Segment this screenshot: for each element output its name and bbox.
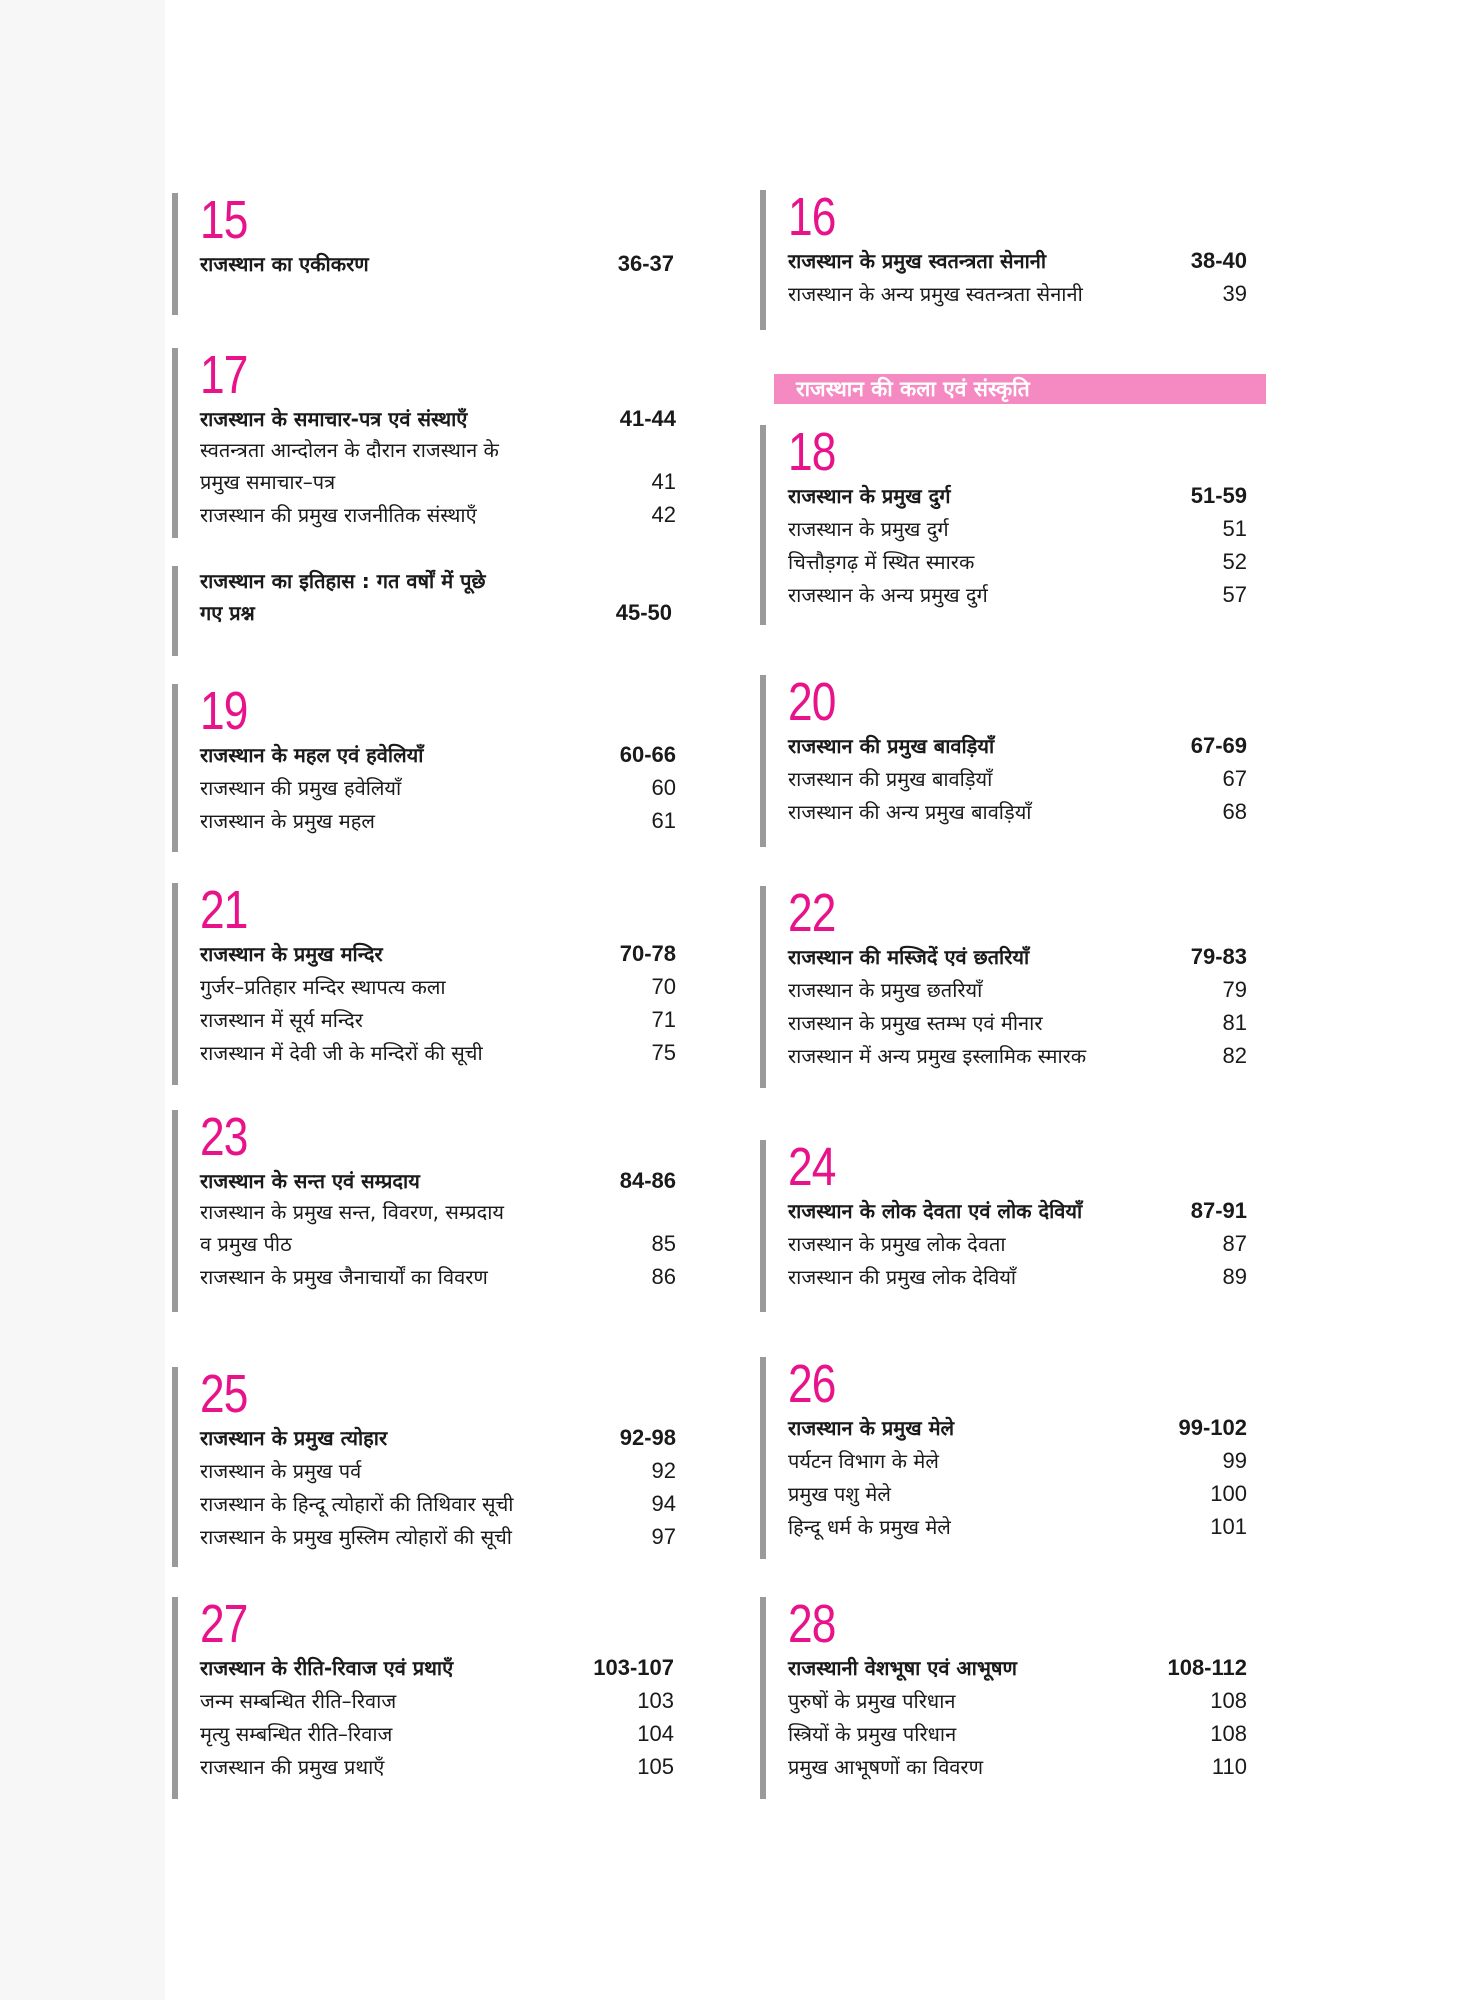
entry-page: 108 [1210,1721,1247,1746]
entry-page: 101 [1210,1514,1247,1539]
chapter-16 [760,187,1247,330]
entry-page: 92 [651,1458,676,1483]
entry-title: राजस्थान की अन्य प्रमुख बावड़ियाँ [788,800,1032,824]
toc-entry-main[interactable] [788,1651,1247,1684]
entry-title: राजस्थान के रीति-रिवाज एवं प्रथाएँ [200,1656,454,1680]
toc-entry[interactable] [788,1227,1247,1260]
entry-title: राजस्थान की प्रमुख लोक देवियाँ [788,1265,1017,1289]
toc-entry[interactable] [788,512,1247,545]
toc-entry-main[interactable] [200,1164,676,1197]
entry-title: मृत्यु सम्बन्धित रीति–रिवाज [200,1722,393,1746]
toc-entry[interactable] [788,1444,1247,1477]
entry-title: राजस्थान के प्रमुख पर्व [200,1459,362,1483]
entry-page: 85 [651,1231,676,1256]
entry-title: राजस्थान में अन्य प्रमुख इस्लामिक स्मारक [788,1044,1087,1068]
entry-title: प्रमुख समाचार–पत्र [200,470,336,494]
entry-title: स्वतन्त्रता आन्दोलन के दौरान राजस्थान के [200,438,499,462]
entry-title: राजस्थान की प्रमुख हवेलियाँ [200,776,402,800]
entry-title: राजस्थान के प्रमुख महल [200,809,375,833]
toc-entry[interactable] [200,771,676,804]
entry-page: 52 [1222,549,1247,574]
toc-entry[interactable] [200,1454,676,1487]
toc-entry[interactable] [200,1003,676,1036]
entry-title: चित्तौड़गढ़ में स्थित स्मारक [788,550,975,574]
toc-entry[interactable] [200,1750,674,1783]
entry-page: 110 [1211,1754,1247,1779]
entry-title: राजस्थान में सूर्य मन्दिर [200,1008,363,1032]
entry-title: जन्म सम्बन्धित रीति–रिवाज [200,1689,397,1713]
entry-page: 45-50 [615,600,672,625]
entry-title: पुरुषों के प्रमुख परिधान [788,1689,956,1713]
entry-title: गुर्जर–प्रतिहार मन्दिर स्थापत्य कला [200,975,446,999]
chapter-19 [172,681,676,852]
entry-page: 71 [651,1007,676,1032]
history-questions-section [172,566,672,656]
chapter-21 [172,880,676,1085]
toc-entry[interactable] [200,1227,676,1260]
entry-title: राजस्थान के अन्य प्रमुख दुर्ग [788,583,988,607]
entry-title: गए प्रश्न [200,601,255,625]
chapter-17 [172,345,676,538]
entry-page: 100 [1210,1481,1247,1506]
chapter-number: 20 [788,672,836,732]
entry-title: राजस्थान के प्रमुख दुर्ग [788,517,949,541]
chapter-number: 27 [200,1594,248,1654]
entry-page: 51-59 [1190,483,1247,508]
entry-title: व प्रमुख पीठ [200,1232,292,1256]
chapter-18 [760,422,1247,625]
entry-title: राजस्थान के समाचार-पत्र एवं संस्थाएँ [200,407,468,431]
entry-page: 60 [651,775,676,800]
chapter-number: 26 [788,1354,836,1414]
toc-entry[interactable] [788,1260,1247,1293]
entry-page: 94 [651,1491,676,1516]
toc-entry-main[interactable] [788,1194,1247,1227]
chapter-23 [172,1107,676,1312]
entry-page: 60-66 [619,742,676,767]
chapter-number: 18 [788,422,836,482]
chapter-number: 24 [788,1137,836,1197]
chapter-number: 28 [788,1594,836,1654]
entry-title: राजस्थान के प्रमुख जैनाचार्यों का विवरण [200,1265,488,1289]
entry-page: 87-91 [1190,1198,1247,1223]
toc-entry[interactable] [788,1510,1247,1543]
toc-entry[interactable] [788,1750,1247,1783]
toc-entry-main[interactable] [200,596,672,629]
toc-entry[interactable] [200,465,676,498]
chapter-number: 25 [200,1364,248,1424]
entry-page: 75 [651,1040,676,1065]
entry-title: राजस्थान के हिन्दू त्योहारों की तिथिवार सूची [200,1492,514,1516]
entry-page: 57 [1222,582,1247,607]
toc-entry[interactable] [788,1477,1247,1510]
toc-entry[interactable] [788,1006,1247,1039]
entry-title: राजस्थान के महल एवं हवेलियाँ [200,743,424,767]
toc-entry-main[interactable] [200,247,674,280]
entry-page: 87 [1222,1231,1247,1256]
entry-page: 103-107 [593,1655,674,1680]
toc-entry[interactable] [788,795,1247,828]
entry-page: 61 [651,808,676,833]
chapter-25 [172,1364,676,1567]
chapter-24 [760,1137,1247,1312]
entry-title: राजस्थान के लोक देवता एवं लोक देवियाँ [788,1199,1083,1223]
toc-entry[interactable] [788,1684,1247,1717]
entry-title: पर्यटन विभाग के मेले [788,1449,939,1473]
toc-entry[interactable] [200,1717,674,1750]
toc-entry[interactable] [788,578,1247,611]
entry-title: राजस्थान के प्रमुख दुर्ग [788,484,951,508]
chapter-number: 16 [788,187,836,247]
section-banner: राजस्थान की कला एवं संस्कृति [774,374,1266,404]
toc-entry[interactable] [200,1520,676,1553]
chapter-27 [172,1594,674,1799]
chapter-number: 15 [200,190,248,250]
entry-page: 67-69 [1190,733,1247,758]
toc-entry[interactable] [200,804,676,837]
entry-page: 36-37 [617,251,674,276]
toc-entry-main[interactable] [200,937,676,970]
chapter-number: 23 [200,1107,248,1167]
entry-page: 104 [637,1721,674,1746]
chapter-15 [172,190,674,315]
entry-title: स्त्रियों के प्रमुख परिधान [788,1722,957,1746]
toc-entry[interactable] [200,435,676,465]
entry-page: 70 [651,974,676,999]
entry-title: राजस्थान के प्रमुख स्वतन्त्रता सेनानी [788,249,1047,273]
entry-page: 84-86 [619,1168,676,1193]
toc-entry[interactable] [200,1487,676,1520]
entry-page: 79 [1222,977,1247,1002]
entry-title: राजस्थान की प्रमुख राजनीतिक संस्थाएँ [200,503,477,527]
entry-page: 89 [1222,1264,1247,1289]
toc-entry[interactable] [200,1260,676,1293]
toc-entry-main[interactable] [788,1411,1247,1444]
entry-title: राजस्थान के प्रमुख छतरियाँ [788,978,983,1002]
entry-title: राजस्थान के प्रमुख मुस्लिम त्योहारों की सूची [200,1525,512,1549]
entry-title: राजस्थानी वेशभूषा एवं आभूषण [788,1656,1017,1680]
entry-title: राजस्थान की प्रमुख बावड़ियाँ [788,767,993,791]
toc-entry[interactable] [788,1717,1247,1750]
entry-page: 70-78 [619,941,676,966]
entry-title: राजस्थान का एकीकरण [200,252,369,276]
toc-entry[interactable] [788,277,1247,310]
toc-entry[interactable] [788,762,1247,795]
chapter-20 [760,672,1247,847]
entry-page: 38-40 [1190,248,1247,273]
entry-page: 108 [1210,1688,1247,1713]
toc-entry-main[interactable] [200,566,672,596]
entry-title: राजस्थान के प्रमुख लोक देवता [788,1232,1006,1256]
entry-page: 99 [1222,1448,1247,1473]
entry-title: प्रमुख आभूषणों का विवरण [788,1755,984,1779]
toc-entry[interactable] [788,1039,1247,1072]
entry-title: राजस्थान की प्रमुख बावड़ियाँ [788,734,995,758]
entry-page: 41 [651,469,676,494]
entry-page: 97 [651,1524,676,1549]
toc-entry-main[interactable] [788,729,1247,762]
entry-page: 81 [1222,1010,1247,1035]
toc-entry[interactable] [200,1197,676,1227]
entry-title: हिन्दू धर्म के प्रमुख मेले [788,1515,951,1539]
entry-title: राजस्थान की मस्जिदें एवं छतरियाँ [788,945,1030,969]
chapter-number: 19 [200,681,248,741]
chapter-number: 22 [788,883,836,943]
entry-page: 92-98 [619,1425,676,1450]
entry-page: 51 [1222,516,1247,541]
entry-title: प्रमुख पशु मेले [788,1482,891,1506]
toc-entry-main[interactable] [200,402,676,435]
toc-entry-main[interactable] [200,1651,674,1684]
entry-title: राजस्थान की प्रमुख प्रथाएँ [200,1755,385,1779]
entry-title: राजस्थान के प्रमुख त्योहार [200,1426,388,1450]
entry-page: 103 [637,1688,674,1713]
entry-page: 41-44 [619,406,676,431]
toc-entry[interactable] [200,498,676,531]
entry-page: 68 [1222,799,1247,824]
toc-entry[interactable] [200,970,676,1003]
toc-entry[interactable] [200,1036,676,1069]
toc-entry-main[interactable] [788,244,1247,277]
entry-title: राजस्थान के प्रमुख स्तम्भ एवं मीनार [788,1011,1043,1035]
chapter-28 [760,1594,1247,1799]
toc-entry-main[interactable] [788,479,1247,512]
entry-page: 82 [1222,1043,1247,1068]
entry-page: 67 [1222,766,1247,791]
chapter-number: 17 [200,345,248,405]
page-margin [0,0,165,2000]
toc-entry[interactable] [200,1684,674,1717]
toc-entry-main[interactable] [200,1421,676,1454]
toc-entry[interactable] [788,545,1247,578]
entry-title: राजस्थान के प्रमुख मेले [788,1416,955,1440]
entry-page: 99-102 [1178,1415,1247,1440]
entry-page: 79-83 [1190,944,1247,969]
chapter-22 [760,883,1247,1088]
entry-title: राजस्थान का इतिहास : गत वर्षों में पूछे [200,569,486,593]
entry-title: राजस्थान के प्रमुख सन्त, विवरण, सम्प्रदाय [200,1200,505,1224]
entry-page: 39 [1222,281,1247,306]
entry-page: 108-112 [1167,1655,1247,1680]
toc-entry-main[interactable] [788,940,1247,973]
chapter-number: 21 [200,880,248,940]
toc-entry-main[interactable] [200,738,676,771]
chapter-26 [760,1354,1247,1559]
entry-title: राजस्थान के अन्य प्रमुख स्वतन्त्रता सेनानी [788,282,1083,306]
entry-title: राजस्थान के प्रमुख मन्दिर [200,942,383,966]
entry-title: राजस्थान में देवी जी के मन्दिरों की सूची [200,1041,483,1065]
entry-page: 105 [637,1754,674,1779]
entry-title: राजस्थान के सन्त एवं सम्प्रदाय [200,1169,420,1193]
entry-page: 42 [651,502,676,527]
entry-page: 86 [651,1264,676,1289]
toc-entry[interactable] [788,973,1247,1006]
